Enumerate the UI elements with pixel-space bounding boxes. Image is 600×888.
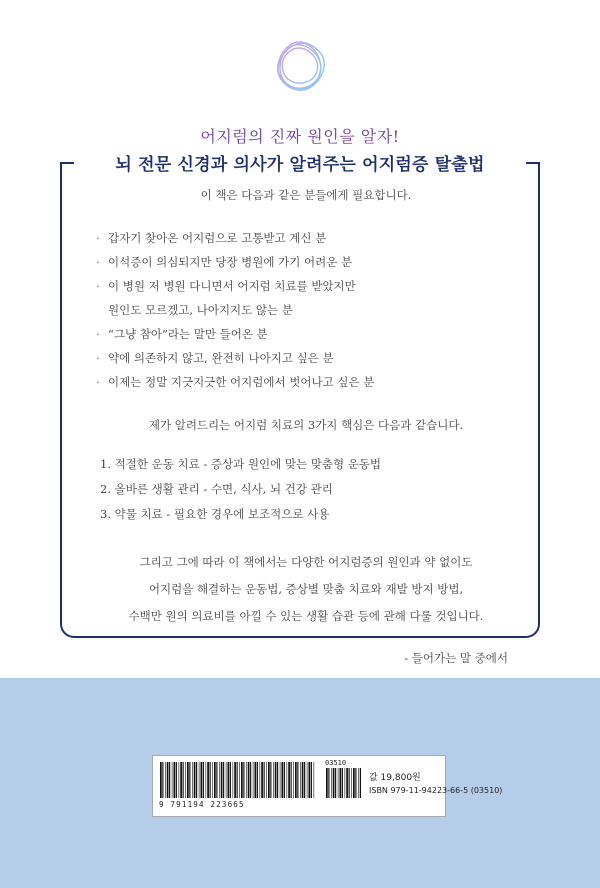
frame-heading: 뇌 전문 신경과 의사가 알려주는 어지럼증 탈출법 — [74, 150, 526, 175]
frame-content — [96, 186, 516, 666]
list-item: · 이 병원 저 병원 다니면서 어지럼 치료를 받았지만 원인도 모르겠고, 나아지지도 않는 분 — [96, 274, 516, 322]
frame-top-line-left — [60, 162, 74, 164]
list-item: · 갑자기 찾아온 어지럼으로 고통받고 계신 분 — [96, 226, 516, 250]
addon-number: 03510 — [325, 759, 347, 767]
list-item: · “그냥 참아”라는 말만 들어온 분 — [96, 322, 516, 346]
list-item: 2. 올바른 생활 관리 - 수면, 식사, 뇌 건강 관리 — [100, 482, 333, 496]
core-intro-text: 제가 알려드리는 어지럼 치료의 3가지 핵심은 다음과 같습니다. — [148, 418, 464, 432]
barcode-box — [152, 755, 503, 817]
price: 값 19,800원 — [369, 773, 421, 783]
list-item: 1. 적절한 운동 치료 - 증상과 원인에 맞는 맞춤형 운동법 — [100, 457, 382, 471]
closing-paragraph: 그리고 그에 따라 이 책에서는 다양한 어지럼증의 원인과 약 없이도 어지럼을 해결하는 운동법, 증상별 맞춤 치료와 재발 방지 방법, 수백만 원의 의료비를 아낄 수 있는 생활 습관 등에 관해 다룰 것입니다. — [128, 555, 484, 623]
intro-text: 이 책은 다음과 같은 분들에게 필요합니다. — [200, 188, 412, 202]
target-reader-list — [96, 226, 516, 394]
isbn: ISBN 979-11-94223-66-5 (03510) — [369, 786, 503, 795]
list-item: · 이제는 정말 지긋지긋한 어지럼에서 벗어나고 싶은 분 — [96, 370, 516, 394]
core-treatment-list — [100, 452, 516, 527]
quote-source: - 들어가는 말 중에서 — [404, 651, 508, 665]
list-item: · 이석증이 의심되지만 당장 병원에 가기 어려운 분 — [96, 250, 516, 274]
publisher-logo — [270, 36, 332, 98]
list-item-continuation: 원인도 모르겠고, 나아지지도 않는 분 — [108, 303, 293, 317]
ean-number: 9 791194 223665 — [159, 800, 245, 809]
frame-top-line-right — [526, 162, 540, 164]
barcode-icon — [159, 762, 315, 798]
addon-barcode-icon — [325, 768, 361, 798]
list-item: 3. 약물 치료 - 필요한 경우에 보조적으로 사용 — [100, 507, 330, 521]
list-item: · 약에 의존하지 않고, 완전히 나아지고 싶은 분 — [96, 346, 516, 370]
tagline: 어지럼의 진짜 원인을 알자! — [200, 127, 400, 146]
